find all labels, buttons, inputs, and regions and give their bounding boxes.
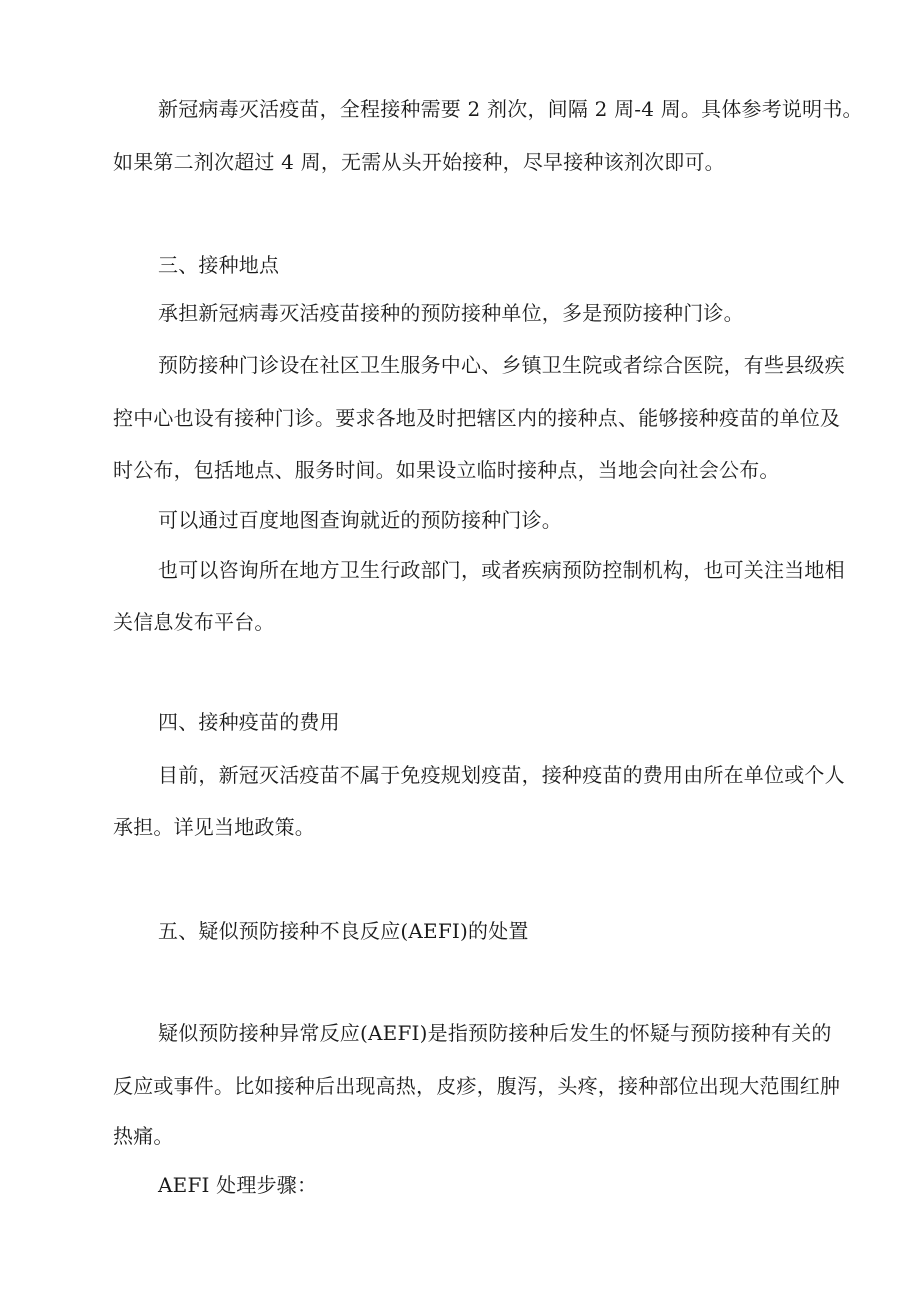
section-3-paragraph-2-line-3: 时公布，包括地点、服务时间。如果设立临时接种点，当地会向社会公布。 (113, 458, 780, 482)
section-5-paragraph-1-line-2: 反应或事件。比如接种后出现高热，皮疹，腹泻，头疼，接种部位出现大范围红肿 (113, 1074, 841, 1098)
dose-paragraph-line-1: 新冠病毒灭活疫苗，全程接种需要 2 剂次，间隔 2 周-4 周。具体参考说明书。 (158, 97, 863, 121)
section-3-paragraph-2-line-2: 控中心也设有接种门诊。要求各地及时把辖区内的接种点、能够接种疫苗的单位及 (113, 406, 841, 430)
section-4-heading: 四、接种疫苗的费用 (158, 710, 340, 734)
section-5-paragraph-1-line-1: 疑似预防接种异常反应(AEFI)是指预防接种后发生的怀疑与预防接种有关的 (158, 1021, 832, 1045)
section-3-paragraph-2-line-1: 预防接种门诊设在社区卫生服务中心、乡镇卫生院或者综合医院，有些县级疾 (158, 353, 845, 377)
section-4-paragraph-1-line-2: 承担。详见当地政策。 (113, 815, 315, 839)
section-4-paragraph-1-line-1: 目前，新冠灭活疫苗不属于免疫规划疫苗，接种疫苗的费用由所在单位或个人 (158, 763, 845, 787)
section-3-paragraph-3: 可以通过百度地图查询就近的预防接种门诊。 (158, 508, 562, 532)
section-5-paragraph-1-line-3: 热痛。 (113, 1124, 174, 1148)
section-5-heading: 五、疑似预防接种不良反应(AEFI)的处置 (158, 919, 529, 943)
section-3-paragraph-1: 承担新冠病毒灭活疫苗接种的预防接种单位，多是预防接种门诊。 (158, 301, 744, 325)
aefi-steps-label: AEFI 处理步骤： (158, 1173, 318, 1197)
section-3-heading: 三、接种地点 (158, 253, 280, 277)
section-3-paragraph-4-line-1: 也可以咨询所在地方卫生行政部门，或者疾病预防控制机构，也可关注当地相 (158, 558, 845, 582)
section-3-paragraph-4-line-2: 关信息发布平台。 (113, 610, 275, 634)
dose-paragraph-line-2: 如果第二剂次超过 4 周，无需从头开始接种，尽早接种该剂次即可。 (113, 150, 725, 174)
